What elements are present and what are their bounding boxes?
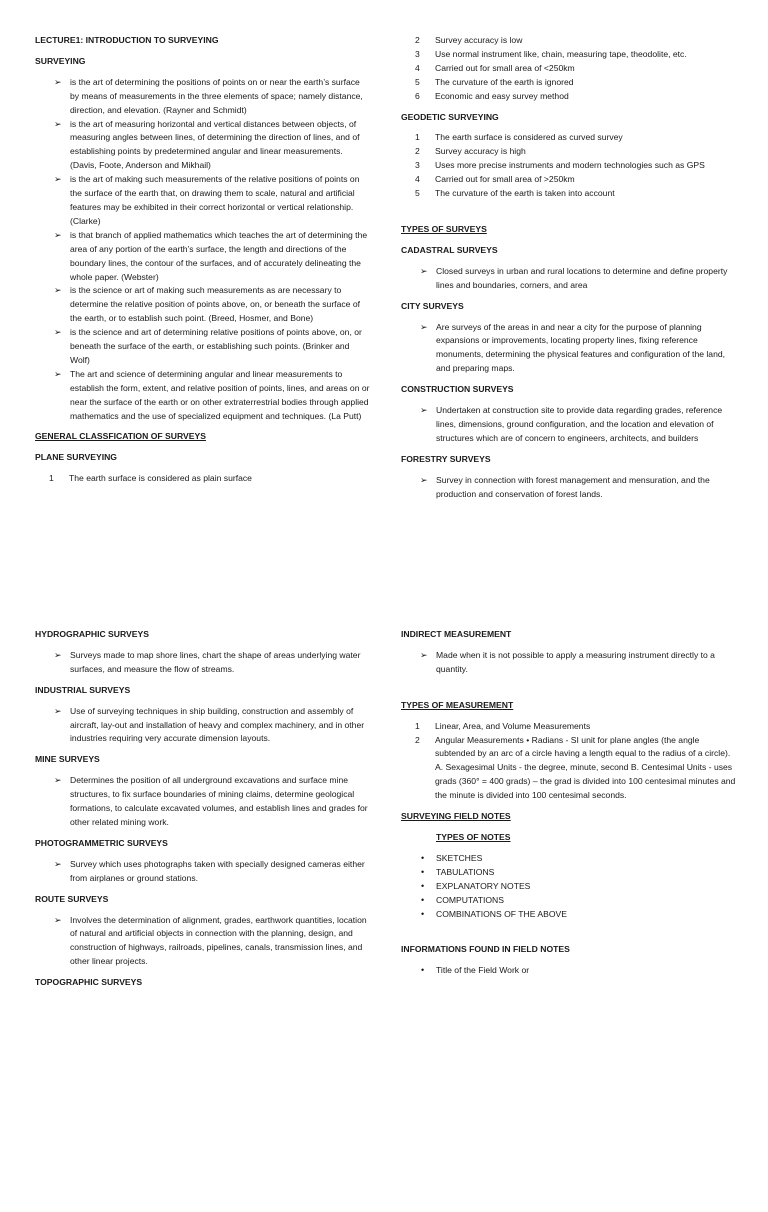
- construction-list: [420, 404, 736, 446]
- item-text: COMBINATIONS OF THE ABOVE: [436, 908, 567, 919]
- page1-right-column: [401, 34, 736, 501]
- arrow-bullet-icon: ➢: [420, 649, 428, 660]
- list-item: [54, 705, 370, 747]
- item-number: 1: [415, 132, 420, 143]
- industrial-heading: INDUSTRIAL SURVEYS: [35, 684, 131, 695]
- item-number: 5: [415, 188, 420, 199]
- list-item: [54, 284, 370, 326]
- item-text: Survey accuracy is high: [435, 146, 526, 157]
- item-number: 4: [415, 62, 420, 73]
- list-item: [49, 472, 370, 486]
- geodetic-list: [415, 131, 736, 201]
- arrow-bullet-icon: ➢: [420, 265, 428, 276]
- list-item: [415, 173, 736, 187]
- arrow-bullet-icon: ➢: [54, 858, 62, 869]
- surveying-heading: SURVEYING: [35, 55, 86, 66]
- city-heading: CITY SURVEYS: [401, 300, 464, 311]
- mine-heading: MINE SURVEYS: [35, 754, 100, 765]
- item-text: Use normal instrument like, chain, measuring tape, theodolite, etc.: [435, 48, 687, 59]
- page2-left-column: [35, 628, 370, 990]
- measurement-list: [415, 720, 736, 803]
- item-text: The earth surface is considered as plain surface: [69, 473, 252, 484]
- list-item: [54, 118, 370, 174]
- definition-text: The art and science of determining angular and linear measurements to establish the form, extent, and relative position of points, lines, and areas on or near the surface of the earth or on other extraterrestrial bodies through applied mathematics and the use of specialized equipment and techniques. (La Putt): [70, 368, 370, 421]
- list-item: [415, 187, 736, 201]
- page2-right-column: [401, 628, 736, 978]
- lecture-title: LECTURE1: INTRODUCTION TO SURVEYING: [35, 35, 219, 45]
- list-item: [415, 34, 736, 48]
- list-item: [54, 229, 370, 285]
- construction-heading: CONSTRUCTION SURVEYS: [401, 384, 514, 395]
- definition-text: is the art of measuring horizontal and vertical distances between objects, of measuring angles between lines, of determining the direction of lines, and of establishing points by predetermined angular and linear measurements. (Davis, Foote, Anderson and Mikhail): [70, 118, 360, 171]
- geodetic-heading: GEODETIC SURVEYING: [401, 111, 499, 122]
- cadastral-list: [420, 265, 736, 293]
- types-of-notes-heading: TYPES OF NOTES: [436, 831, 511, 842]
- dot-bullet-icon: •: [421, 880, 425, 891]
- arrow-bullet-icon: ➢: [54, 229, 62, 240]
- list-item: [420, 649, 736, 677]
- item-text: Survey accuracy is low: [435, 35, 523, 45]
- list-item: [415, 159, 736, 173]
- item-text: Are surveys of the areas in and near a city for the purpose of planning expansions or improvements, locating property lines, fixing reference monuments, determining the physical features and configuration of the land, and preparing maps.: [436, 321, 726, 374]
- item-text: Title of the Field Work or: [436, 965, 530, 976]
- dot-bullet-icon: •: [421, 894, 425, 905]
- list-item: [54, 76, 370, 118]
- list-item: [420, 866, 736, 880]
- dot-bullet-icon: •: [421, 908, 425, 919]
- arrow-bullet-icon: ➢: [54, 775, 62, 786]
- item-text: EXPLANATORY NOTES: [436, 880, 531, 891]
- types-of-measurement-heading: TYPES OF MEASUREMENT: [401, 699, 514, 710]
- list-item: [54, 914, 370, 970]
- item-number: 2: [415, 734, 420, 745]
- list-item: [420, 404, 736, 446]
- route-heading: ROUTE SURVEYS: [35, 893, 109, 904]
- item-number: 5: [415, 76, 420, 87]
- item-text: SKETCHES: [436, 852, 483, 863]
- photogrammetric-heading: PHOTOGRAMMETRIC SURVEYS: [35, 837, 168, 848]
- dot-bullet-icon: •: [421, 866, 425, 877]
- list-item: [420, 880, 736, 894]
- definition-text: is the art of making such measurements of the relative positions of points on the surface of the earth that, on drawing them to scale, natural and artificial features may be exhibited in their correct horizontal or vertical relationship. (Clarke): [70, 174, 360, 226]
- arrow-bullet-icon: ➢: [54, 76, 62, 87]
- list-item: [415, 90, 736, 104]
- plane-list: [49, 472, 370, 486]
- arrow-bullet-icon: ➢: [54, 914, 62, 925]
- indirect-list: [420, 649, 736, 677]
- arrow-bullet-icon: ➢: [54, 649, 62, 660]
- plane-surveying-heading: PLANE SURVEYING: [35, 452, 117, 463]
- definition-text: is the science and art of determining relative positions of points above, on, or beneath the surface of the earth, or establishing such points. (Brinker and Wolf): [70, 327, 362, 365]
- page-2: [0, 612, 768, 1212]
- photogrammetric-list: [54, 858, 370, 886]
- list-item: [54, 368, 370, 424]
- indirect-measurement-heading: INDIRECT MEASUREMENT: [401, 629, 512, 639]
- list-item: [415, 48, 736, 62]
- item-text: The curvature of the earth is taken into account: [435, 188, 615, 199]
- list-item: [420, 474, 736, 502]
- list-item: [54, 326, 370, 368]
- item-number: 6: [415, 90, 420, 101]
- arrow-bullet-icon: ➢: [420, 321, 428, 332]
- arrow-bullet-icon: ➢: [54, 327, 62, 338]
- list-item: [54, 774, 370, 830]
- route-list: [54, 914, 370, 970]
- item-text: Uses more precise instruments and modern technologies such as GPS: [435, 160, 705, 171]
- item-text: COMPUTATIONS: [436, 894, 504, 905]
- arrow-bullet-icon: ➢: [420, 474, 428, 485]
- item-text: Carried out for small area of <250km: [435, 62, 575, 73]
- list-item: [415, 62, 736, 76]
- notes-list: [420, 852, 736, 922]
- arrow-bullet-icon: ➢: [54, 285, 62, 296]
- info-field-notes-heading: INFORMATIONS FOUND IN FIELD NOTES: [401, 944, 570, 955]
- arrow-bullet-icon: ➢: [420, 405, 428, 416]
- item-text: The earth surface is considered as curved survey: [435, 132, 623, 143]
- item-number: 3: [415, 160, 420, 171]
- item-text: Survey which uses photographs taken with specially designed cameras either from airplanes or ground stations.: [70, 858, 365, 883]
- arrow-bullet-icon: ➢: [54, 368, 62, 379]
- item-text: Determines the position of all underground excavations and surface mine structures, to fix surface boundaries of mining claims, determine geological formations, to calculate excavated volumes, and establish lines and grades for other related mining work.: [70, 775, 368, 827]
- list-item: [54, 649, 370, 677]
- item-text: TABULATIONS: [436, 866, 495, 877]
- list-item: [415, 734, 736, 804]
- list-item: [54, 858, 370, 886]
- item-text: Made when it is not possible to apply a measuring instrument directly to a quantity.: [436, 649, 715, 674]
- item-number: 1: [415, 720, 420, 731]
- item-text: Surveys made to map shore lines, chart the shape of areas underlying water surfaces, and measure the flow of streams.: [70, 649, 361, 674]
- item-text: Undertaken at construction site to provide data regarding grades, reference lines, dimensions, ground configuration, and the location and elevation of structures which are of concern to engineers, architects, and builders: [436, 405, 723, 443]
- definition-text: is that branch of applied mathematics which teaches the art of determining the area of any portion of the earth’s surface, the length and directions of the boundary lines, the contour of the surfaces, and of accurately delineating the whole paper. (Webster): [70, 229, 368, 282]
- list-item: [420, 265, 736, 293]
- list-item: [420, 894, 736, 908]
- item-number: 3: [415, 48, 420, 59]
- field-notes-heading: SURVEYING FIELD NOTES: [401, 811, 511, 822]
- list-item: [415, 145, 736, 159]
- plane-list-continued: [415, 34, 736, 104]
- item-text: Linear, Area, and Volume Measurements: [435, 720, 591, 731]
- topographic-heading: TOPOGRAPHIC SURVEYS: [35, 977, 143, 988]
- dot-bullet-icon: •: [421, 852, 425, 863]
- item-text: The curvature of the earth is ignored: [435, 76, 574, 87]
- dot-bullet-icon: •: [421, 965, 425, 976]
- list-item: [415, 76, 736, 90]
- item-text: Survey in connection with forest management and mensuration, and the production and conservation of forest lands.: [436, 474, 710, 499]
- list-item: [420, 964, 736, 978]
- forestry-heading: FORESTRY SURVEYS: [401, 453, 491, 464]
- forestry-list: [420, 474, 736, 502]
- page-1: [0, 0, 768, 600]
- list-item: [415, 720, 736, 734]
- info-list: [420, 964, 736, 978]
- page1-left-column: [35, 34, 370, 486]
- types-of-surveys-heading: TYPES OF SURVEYS: [401, 223, 487, 234]
- item-text: Involves the determination of alignment, grades, earthwork quantities, location of natural and artificial objects in connection with the planning, design, and construction of highways, railroads, pipelines, canals, transmission lines, and other linear projects.: [70, 914, 367, 967]
- hydrographic-heading: HYDROGRAPHIC SURVEYS: [35, 629, 149, 639]
- definition-text: is the art of determining the positions of points on or near the earth’s surface by means of measurements in the three elements of space; namely distance, direction, and elevation. (Rayner and Schmidt): [70, 76, 363, 115]
- definition-text: is the science or art of making such measurements as are necessary to determine the relative position of points above, on, or beneath the surface of the earth, or to establish such point. (Breed, Hosmer, and Bone): [70, 285, 360, 324]
- list-item: [54, 173, 370, 229]
- item-number: 4: [415, 174, 420, 185]
- item-text: Closed surveys in urban and rural locations to determine and define property lines and boundaries, corners, and area: [436, 265, 728, 290]
- definitions-list: [54, 76, 370, 424]
- item-text: Economic and easy survey method: [435, 90, 569, 101]
- list-item: [420, 321, 736, 377]
- item-number: 1: [49, 473, 54, 484]
- cadastral-heading: CADASTRAL SURVEYS: [401, 244, 498, 255]
- list-item: [420, 852, 736, 866]
- industrial-list: [54, 705, 370, 747]
- hydrographic-list: [54, 649, 370, 677]
- item-number: 2: [415, 146, 420, 157]
- city-list: [420, 321, 736, 377]
- arrow-bullet-icon: ➢: [54, 174, 62, 185]
- item-text: Use of surveying techniques in ship building, construction and assembly of aircraft, lay-out and installation of heavy and complex machinery, and in other industries requiring very accurate dimension layouts.: [70, 705, 365, 744]
- arrow-bullet-icon: ➢: [54, 705, 62, 716]
- item-text: Angular Measurements • Radians - SI unit for plane angles (the angle subtended by an arc of a circle having a length equal to the radius of a circle). A. Sexagesimal Units - the degree, minute, second B. Centesimal Units - uses grads (360° = 400 grads) – the grad is divided into 100 centesimal minutes and the minute is divided into 100 centesimal seconds.: [435, 734, 736, 801]
- item-text: Carried out for small area of >250km: [435, 174, 575, 185]
- list-item: [415, 131, 736, 145]
- mine-list: [54, 774, 370, 830]
- classification-heading: GENERAL CLASSFICATION OF SURVEYS: [35, 431, 206, 442]
- item-number: 2: [415, 35, 420, 45]
- list-item: [420, 908, 736, 922]
- arrow-bullet-icon: ➢: [54, 118, 62, 129]
